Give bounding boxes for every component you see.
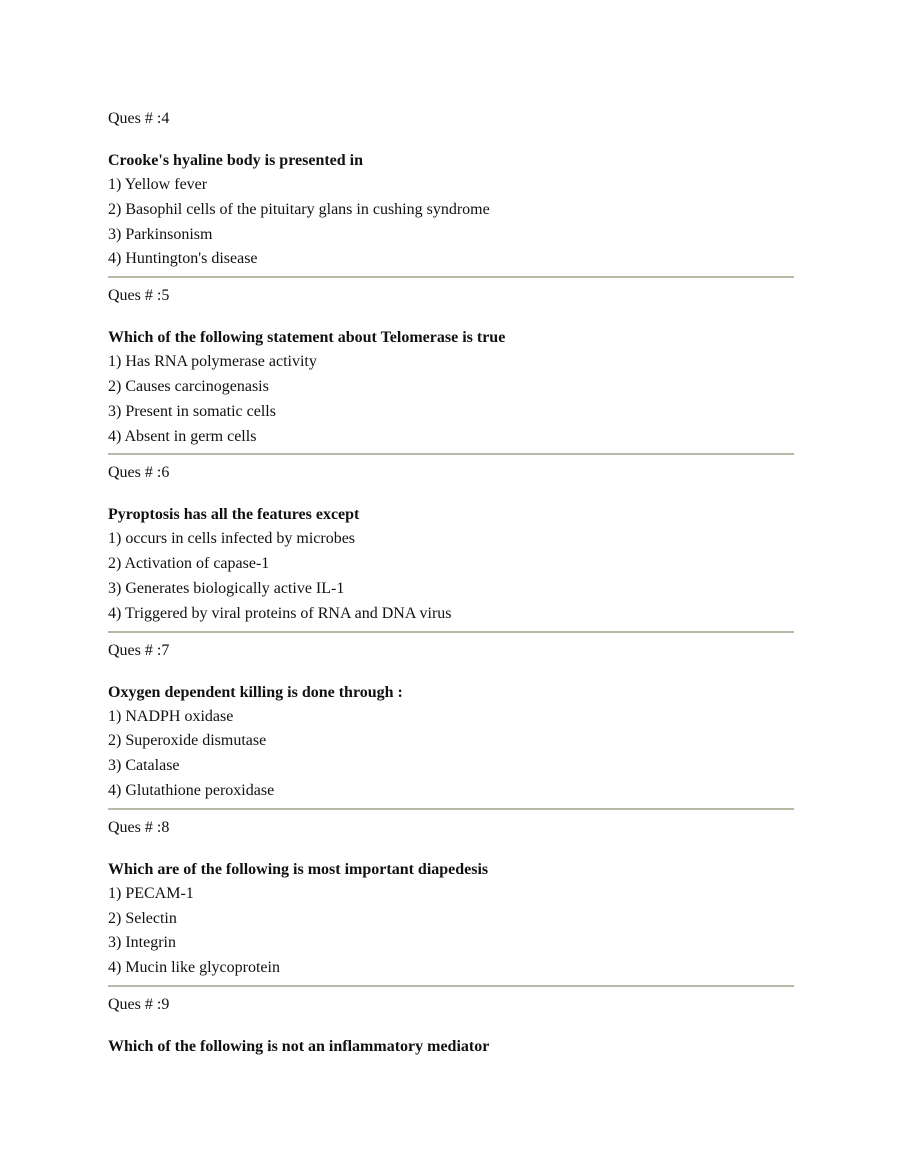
option-item: 1) occurs in cells infected by microbes [108, 530, 356, 548]
option-item: 3) Generates biologically active IL-1 [108, 579, 345, 597]
question-divider [108, 453, 794, 455]
question-divider [108, 985, 794, 987]
options-list [108, 350, 794, 449]
option-item: 1) PECAM-1 [108, 884, 194, 902]
question-block [108, 461, 794, 632]
option-item: 1) Has RNA polymerase activity [108, 353, 317, 371]
question-number: Ques # :8 [108, 818, 170, 836]
option-item: 4) Huntington's disease [108, 250, 258, 268]
question-number: Ques # :5 [108, 287, 170, 305]
question-number: Ques # :7 [108, 641, 170, 659]
question-number: Ques # :9 [108, 995, 170, 1013]
options-list [108, 173, 794, 272]
option-item: 3) Present in somatic cells [108, 402, 276, 420]
option-item: 4) Glutathione peroxidase [108, 781, 275, 799]
option-item: 4) Triggered by viral proteins of RNA and DNA virus [108, 604, 452, 622]
option-item: 2) Activation of capase-1 [108, 555, 270, 573]
option-item: 2) Basophil cells of the pituitary glans in cushing syndrome [108, 200, 490, 218]
option-item: 2) Superoxide dismutase [108, 732, 267, 750]
question-text: Which of the following is not an inflammatory mediator [108, 1037, 490, 1055]
question-number: Ques # :6 [108, 464, 170, 482]
question-text: Crooke's hyaline body is presented in [108, 152, 364, 169]
option-item: 3) Integrin [108, 934, 176, 952]
options-list [108, 882, 794, 981]
question-text: Which are of the following is most important diapedesis [108, 860, 489, 878]
question-block [108, 639, 794, 810]
option-item: 1) NADPH oxidase [108, 707, 234, 725]
question-block [108, 816, 794, 987]
question-block [108, 107, 794, 278]
option-item: 4) Mucin like glycoprotein [108, 959, 280, 977]
options-list [108, 705, 794, 804]
question-divider [108, 631, 794, 633]
option-item: 2) Causes carcinogenasis [108, 377, 269, 395]
question-sheet [108, 107, 794, 1059]
question-block [108, 993, 794, 1059]
question-block [108, 284, 794, 455]
option-item: 3) Catalase [108, 757, 180, 775]
options-list [108, 527, 794, 626]
question-divider [108, 276, 794, 278]
option-item: 3) Parkinsonism [108, 225, 213, 243]
question-text: Which of the following statement about Telomerase is true [108, 329, 506, 347]
option-item: 4) Absent in germ cells [108, 427, 257, 445]
option-item: 2) Selectin [108, 909, 177, 927]
question-divider [108, 808, 794, 810]
question-number: Ques # :4 [108, 110, 170, 127]
question-text: Oxygen dependent killing is done through : [108, 683, 403, 701]
question-text: Pyroptosis has all the features except [108, 506, 360, 524]
option-item: 1) Yellow fever [108, 176, 208, 193]
